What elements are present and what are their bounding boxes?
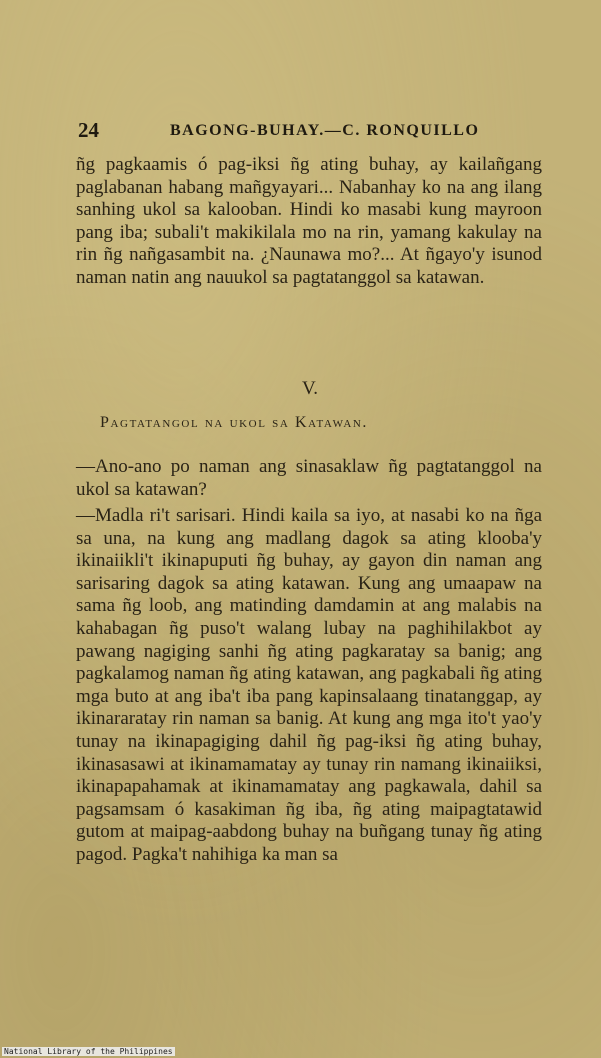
paragraph-continued: ñg pagkaamis ó pag-iksi ñg ating buhay, ay kailañgang paglabanan habang mañgyayari... Nabanhay ko na ang ilang sanhing ukol sa kalooban. Hindi ko masabi kung mayroon pang iba; subali't makikilala mo na rin, yamang kakulay na rin ñg nañgasambit na. ¿Naunawa mo?... At ñgayo'y isunod naman natin ang nauukol sa pagtatanggol sa katawan. — [76, 154, 542, 288]
page-number: 24 — [78, 118, 99, 142]
running-head: BAGONG-BUHAY.—C. RONQUILLO — [170, 122, 480, 139]
paragraph-answer: —Madla ri't sarisari. Hindi kaila sa iyo, at nasabi ko na ñga sa una, na kung ang madlang dagok sa ating klooba'y ikinaiikli't ikinapuputi ñg buhay, ay gayon din naman ang sarisaring dagok sa ating katawan. Kung ang umaapaw na sama ñg loob, ang matinding damdamin at ang malabis na kahabagan ñg puso't walang lubay na paghihilakbot ay pawang nagiging sanhi ñg ating pagkaratay sa banig; ang pagkalamog naman ñg ating katawan, ang pagkabali ñg ating mga buto at ang iba't iba pang kapinsalaang tinatanggap, ay ikinararatay rin naman sa banig. At kung ang mga ito't yao'y tunay na ikinapagiging dahil ñg pag-iksi ñg ating buhay, ikinasasawi at ikinamamatay ay tunay rin namang ikinaiiksi, ikinapapahamak at ikinamamatay ang pagkawala, dahil sa pagsamsam ó kasakiman ñg iba, ñg ating maipagtatawid gutom at maipag-aabdong buhay na buñgang tunay ñg ating pagod. Pagka't nahihiga ka man sa — [76, 505, 542, 865]
paragraph-question: —Ano-ano po naman ang sinasaklaw ñg pagtatanggol na ukol sa katawan? — [76, 456, 542, 500]
page-header — [78, 118, 548, 146]
section-title: Pagtatangol na ukol sa Katawan. — [100, 414, 369, 431]
library-credit: National Library of the Philippines — [4, 1047, 173, 1056]
section-number: V. — [301, 378, 319, 399]
